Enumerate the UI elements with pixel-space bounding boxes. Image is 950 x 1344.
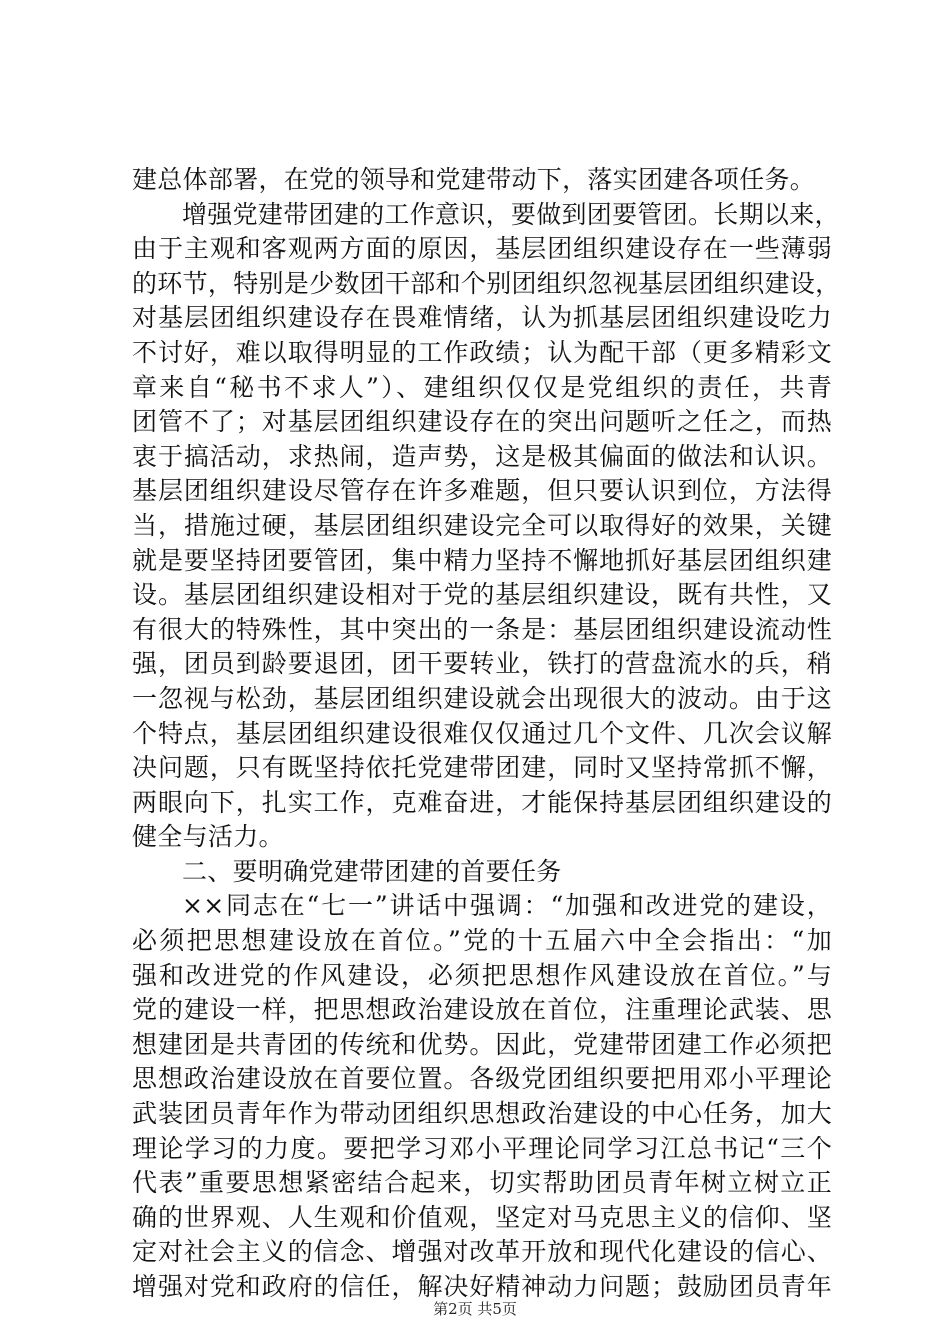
text-line: 理论学习的力度。要把学习邓小平理论同学习江总书记“三个 bbox=[132, 1133, 832, 1163]
page-number-footer: 第2页 共5页 bbox=[433, 1300, 517, 1318]
text-line: 章来自“秘书不求人”）、建组织仅仅是党组织的责任，共青 bbox=[132, 372, 832, 402]
text-line: 有很大的特殊性，其中突出的一条是：基层团组织建设流动性 bbox=[132, 614, 832, 644]
text-line: 党的建设一样，把思想政治建设放在首位，注重理论武装、思 bbox=[132, 995, 832, 1025]
text-line: 不讨好，难以取得明显的工作政绩；认为配干部（更多精彩文 bbox=[132, 337, 832, 367]
text-line: 由于主观和客观两方面的原因，基层团组织建设存在一些薄弱 bbox=[132, 234, 832, 264]
text-line: 想建团是共青团的传统和优势。因此，党建带团建工作必须把 bbox=[132, 1029, 832, 1059]
text-line: 一忽视与松劲，基层团组织建设就会出现很大的波动。由于这 bbox=[132, 683, 832, 713]
text-line: 团管不了；对基层团组织建设存在的突出问题听之任之，而热 bbox=[132, 407, 832, 437]
text-line: 建总体部署，在党的领导和党建带动下，落实团建各项任务。 bbox=[132, 165, 816, 194]
text-line: 设。基层团组织建设相对于党的基层组织建设，既有共性，又 bbox=[132, 580, 832, 610]
text-line: 确的世界观、人生观和价值观，坚定对马克思主义的信仰、坚 bbox=[132, 1202, 832, 1232]
text-line: 武装团员青年作为带动团组织思想政治建设的中心任务，加大 bbox=[132, 1099, 832, 1129]
text-line: 健全与活力。 bbox=[132, 822, 284, 852]
document-body bbox=[132, 163, 841, 1305]
text-line: 就是要坚持团要管团，集中精力坚持不懈地抓好基层团组织建 bbox=[132, 545, 832, 575]
text-line: 强，团员到龄要退团，团干要转业，铁打的营盘流水的兵，稍 bbox=[132, 649, 832, 679]
text-line: 对基层团组织建设存在畏难情绪，认为抓基层团组织建设吃力 bbox=[132, 303, 832, 333]
text-line: 必须把思想建设放在首位。”党的十五届六中全会指出：“加 bbox=[132, 926, 832, 956]
text-line: 决问题，只有既坚持依托党建带团建，同时又坚持常抓不懈， bbox=[132, 753, 832, 783]
paragraph-start-line: ××同志在“七一”讲话中强调：“加强和改进党的建设， bbox=[182, 891, 832, 921]
text-line: 思想政治建设放在首要位置。各级党团组织要把用邓小平理论 bbox=[132, 1064, 832, 1094]
text-line: 基层团组织建设尽管存在许多难题，但只要认识到位，方法得 bbox=[132, 476, 832, 506]
text-line: 增强对党和政府的信任，解决好精神动力问题；鼓励团员青年 bbox=[132, 1272, 832, 1301]
text-line: 两眼向下，扎实工作，克难奋进，才能保持基层团组织建设的 bbox=[132, 787, 832, 817]
text-line: 的环节，特别是少数团干部和个别团组织忽视基层团组织建设， bbox=[132, 268, 841, 298]
paragraph-start-line: 增强党建带团建的工作意识，要做到团要管团。长期以来， bbox=[182, 199, 840, 229]
section-heading: 二、要明确党建带团建的首要任务 bbox=[182, 856, 562, 886]
text-line: 衷于搞活动，求热闹，造声势，这是极其偏面的做法和认识。 bbox=[132, 441, 832, 471]
text-line: 强和改进党的作风建设，必须把思想作风建设放在首位。”与 bbox=[132, 960, 832, 990]
text-line: 代表”重要思想紧密结合起来，切实帮助团员青年树立树立正 bbox=[132, 1168, 832, 1198]
text-line: 定对社会主义的信念、增强对改革开放和现代化建设的信心、 bbox=[132, 1237, 832, 1267]
text-line: 个特点，基层团组织建设很难仅仅通过几个文件、几次会议解 bbox=[132, 718, 832, 748]
text-line: 当，措施过硬，基层团组织建设完全可以取得好的效果，关键 bbox=[132, 510, 832, 540]
